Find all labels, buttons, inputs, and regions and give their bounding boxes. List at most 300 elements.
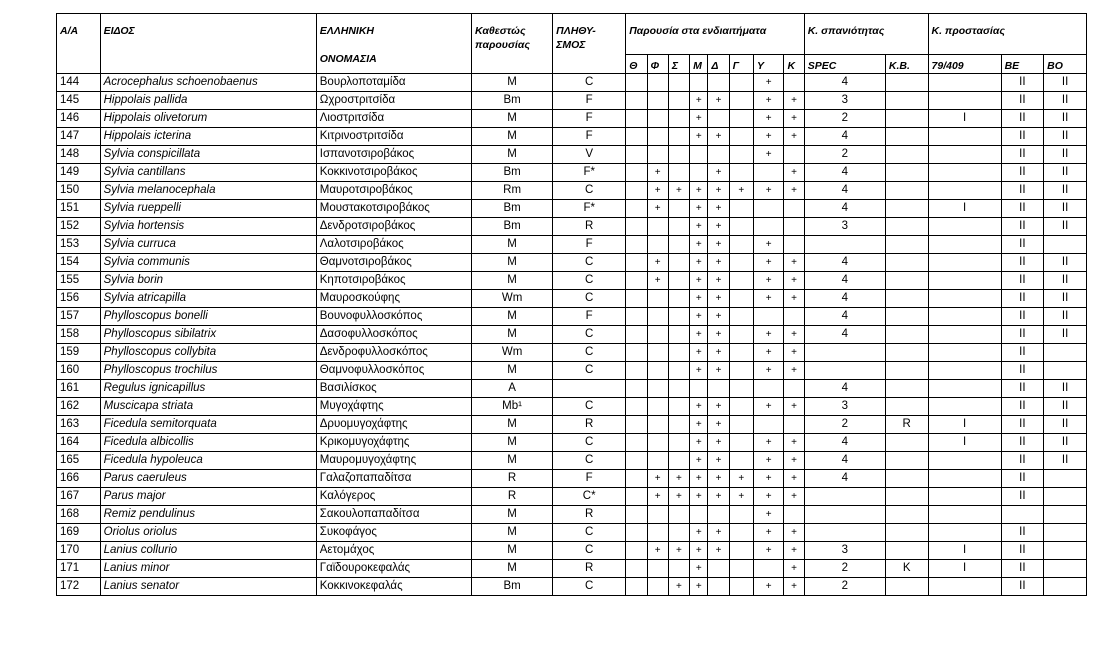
cell-bo: II <box>1044 380 1087 398</box>
cell-79-409 <box>928 164 1001 182</box>
table-row <box>57 92 1087 110</box>
cell-habitat <box>626 128 647 146</box>
cell-habitat <box>668 560 689 578</box>
cell-habitat: + <box>754 128 784 146</box>
cell-habitat <box>626 182 647 200</box>
cell-habitat <box>729 146 753 164</box>
cell-habitat: + <box>690 542 708 560</box>
cell-species: Hippolais icterina <box>100 128 316 146</box>
cell-habitat <box>647 236 668 254</box>
cell-habitat: + <box>784 92 804 110</box>
cell-kb <box>885 362 928 380</box>
cell-habitat <box>668 290 689 308</box>
cell-habitat: + <box>784 434 804 452</box>
cell-habitat <box>647 326 668 344</box>
cell-habitat <box>626 92 647 110</box>
cell-be: II <box>1001 128 1044 146</box>
cell-habitat: + <box>647 182 668 200</box>
cell-spec: 3 <box>804 542 885 560</box>
cell-species: Lanius collurio <box>100 542 316 560</box>
cell-aa: 148 <box>57 146 101 164</box>
cell-habitat <box>729 326 753 344</box>
cell-greek-name: Βασιλίσκος <box>316 380 471 398</box>
cell-species: Sylvia cantillans <box>100 164 316 182</box>
cell-habitat: + <box>754 470 784 488</box>
header-row <box>57 14 1087 55</box>
cell-population: C <box>553 344 626 362</box>
cell-kb <box>885 380 928 398</box>
cell-spec <box>804 524 885 542</box>
cell-species: Oriolus oriolus <box>100 524 316 542</box>
cell-species: Hippolais olivetorum <box>100 110 316 128</box>
cell-habitat: + <box>690 362 708 380</box>
cell-spec: 4 <box>804 74 885 92</box>
cell-habitat <box>668 452 689 470</box>
cell-be: II <box>1001 146 1044 164</box>
cell-habitat <box>784 380 804 398</box>
cell-spec: 2 <box>804 146 885 164</box>
cell-species: Ficedula semitorquata <box>100 416 316 434</box>
cell-79-409: I <box>928 416 1001 434</box>
cell-habitat: + <box>754 182 784 200</box>
cell-habitat <box>729 254 753 272</box>
cell-79-409 <box>928 362 1001 380</box>
cell-aa: 155 <box>57 272 101 290</box>
cell-status: M <box>472 128 553 146</box>
cell-habitat <box>668 506 689 524</box>
cell-habitat: + <box>690 110 708 128</box>
cell-habitat: + <box>784 524 804 542</box>
cell-spec: 4 <box>804 380 885 398</box>
cell-kb <box>885 578 928 596</box>
cell-bo: II <box>1044 272 1087 290</box>
cell-aa: 170 <box>57 542 101 560</box>
cell-status: M <box>472 146 553 164</box>
cell-aa: 169 <box>57 524 101 542</box>
cell-habitat: + <box>690 308 708 326</box>
cell-bo: II <box>1044 164 1087 182</box>
cell-population: C* <box>553 488 626 506</box>
cell-habitat: + <box>708 434 729 452</box>
cell-79-409 <box>928 128 1001 146</box>
cell-be: II <box>1001 326 1044 344</box>
cell-bo: II <box>1044 218 1087 236</box>
cell-habitat: + <box>708 416 729 434</box>
cell-population: R <box>553 218 626 236</box>
cell-habitat: + <box>708 236 729 254</box>
cell-population: R <box>553 506 626 524</box>
cell-habitat <box>784 308 804 326</box>
cell-species: Sylvia melanocephala <box>100 182 316 200</box>
cell-be: II <box>1001 182 1044 200</box>
cell-habitat <box>784 416 804 434</box>
cell-habitat <box>784 200 804 218</box>
cell-species: Sylvia curruca <box>100 236 316 254</box>
cell-greek-name: Κηποτσιροβάκος <box>316 272 471 290</box>
cell-habitat: + <box>729 182 753 200</box>
cell-spec: 4 <box>804 164 885 182</box>
cell-habitat <box>784 74 804 92</box>
cell-habitat <box>626 416 647 434</box>
cell-bo: II <box>1044 110 1087 128</box>
cell-habitat <box>708 506 729 524</box>
cell-bo: II <box>1044 146 1087 164</box>
cell-habitat: + <box>708 200 729 218</box>
cell-spec: 3 <box>804 218 885 236</box>
cell-greek-name: Κοκκινοκεφαλάς <box>316 578 471 596</box>
cell-status: M <box>472 272 553 290</box>
cell-79-409: I <box>928 434 1001 452</box>
cell-habitat <box>626 110 647 128</box>
cell-79-409 <box>928 182 1001 200</box>
cell-habitat <box>729 416 753 434</box>
cell-habitat <box>647 578 668 596</box>
cell-habitat: + <box>754 272 784 290</box>
cell-habitat <box>729 506 753 524</box>
header-bo: ΒΟ <box>1044 55 1087 74</box>
cell-greek-name: Θαμνοτσιροβάκος <box>316 254 471 272</box>
cell-79-409 <box>928 488 1001 506</box>
cell-be: II <box>1001 578 1044 596</box>
cell-habitat: + <box>754 110 784 128</box>
cell-habitat: + <box>668 542 689 560</box>
cell-species: Ficedula hypoleuca <box>100 452 316 470</box>
cell-79-409 <box>928 272 1001 290</box>
cell-status: Bm <box>472 218 553 236</box>
cell-habitat: + <box>729 488 753 506</box>
cell-habitat <box>647 128 668 146</box>
cell-spec: 4 <box>804 200 885 218</box>
header-habitat-gamma: Γ <box>729 55 753 74</box>
cell-aa: 156 <box>57 290 101 308</box>
cell-habitat <box>708 578 729 596</box>
table-row <box>57 560 1087 578</box>
cell-habitat: + <box>668 578 689 596</box>
cell-habitat <box>784 218 804 236</box>
cell-population: F <box>553 470 626 488</box>
cell-habitat: + <box>754 74 784 92</box>
cell-greek-name: Βουρλοποταμίδα <box>316 74 471 92</box>
cell-habitat <box>668 308 689 326</box>
cell-habitat: + <box>668 488 689 506</box>
cell-spec: 4 <box>804 308 885 326</box>
cell-habitat: + <box>784 272 804 290</box>
cell-spec: 4 <box>804 272 885 290</box>
cell-spec: 2 <box>804 578 885 596</box>
table-row <box>57 542 1087 560</box>
cell-habitat <box>647 452 668 470</box>
cell-habitat <box>690 74 708 92</box>
cell-species: Parus caeruleus <box>100 470 316 488</box>
cell-status: M <box>472 74 553 92</box>
cell-habitat: + <box>754 254 784 272</box>
cell-habitat <box>668 326 689 344</box>
cell-bo: II <box>1044 398 1087 416</box>
cell-habitat <box>668 146 689 164</box>
cell-greek-name: Λιοστριτσίδα <box>316 110 471 128</box>
cell-status: M <box>472 434 553 452</box>
cell-status: Mb¹ <box>472 398 553 416</box>
cell-spec: 4 <box>804 470 885 488</box>
cell-kb <box>885 110 928 128</box>
cell-habitat: + <box>647 488 668 506</box>
cell-habitat: + <box>784 578 804 596</box>
cell-79-409 <box>928 290 1001 308</box>
cell-habitat <box>647 524 668 542</box>
cell-habitat <box>668 344 689 362</box>
cell-habitat: + <box>668 470 689 488</box>
cell-habitat <box>647 92 668 110</box>
cell-aa: 166 <box>57 470 101 488</box>
table-row <box>57 290 1087 308</box>
cell-greek-name: Γαλαζοπαπαδίτσα <box>316 470 471 488</box>
cell-species: Remiz pendulinus <box>100 506 316 524</box>
cell-be: II <box>1001 92 1044 110</box>
cell-habitat <box>668 74 689 92</box>
cell-79-409 <box>928 344 1001 362</box>
cell-bo: II <box>1044 416 1087 434</box>
cell-habitat: + <box>708 308 729 326</box>
cell-status: R <box>472 488 553 506</box>
cell-greek-name: Μαυρομυγοχάφτης <box>316 452 471 470</box>
table-row <box>57 110 1087 128</box>
cell-habitat <box>708 110 729 128</box>
cell-aa: 171 <box>57 560 101 578</box>
cell-be: II <box>1001 218 1044 236</box>
cell-habitat <box>708 380 729 398</box>
cell-population: F <box>553 128 626 146</box>
cell-spec <box>804 488 885 506</box>
cell-habitat <box>647 434 668 452</box>
cell-species: Regulus ignicapillus <box>100 380 316 398</box>
cell-habitat: + <box>690 560 708 578</box>
cell-be: II <box>1001 398 1044 416</box>
cell-kb <box>885 182 928 200</box>
cell-habitat <box>754 416 784 434</box>
cell-kb <box>885 308 928 326</box>
cell-habitat: + <box>690 326 708 344</box>
cell-habitat: + <box>784 128 804 146</box>
cell-kb <box>885 434 928 452</box>
table-row <box>57 218 1087 236</box>
cell-79-409 <box>928 398 1001 416</box>
cell-status: M <box>472 416 553 434</box>
cell-aa: 168 <box>57 506 101 524</box>
cell-habitat <box>647 74 668 92</box>
header-habitat-sigma: Σ <box>668 55 689 74</box>
cell-habitat: + <box>784 110 804 128</box>
cell-status: M <box>472 362 553 380</box>
cell-habitat <box>729 434 753 452</box>
cell-habitat <box>729 272 753 290</box>
cell-kb <box>885 272 928 290</box>
cell-status: Bm <box>472 92 553 110</box>
cell-habitat <box>729 578 753 596</box>
header-aa: Α/Α <box>57 14 101 74</box>
cell-habitat <box>754 200 784 218</box>
cell-spec: 4 <box>804 452 885 470</box>
cell-habitat <box>754 164 784 182</box>
cell-species: Ficedula albicollis <box>100 434 316 452</box>
header-habitat-theta: Θ <box>626 55 647 74</box>
cell-habitat: + <box>690 272 708 290</box>
cell-habitat <box>729 92 753 110</box>
cell-population: F* <box>553 164 626 182</box>
cell-aa: 144 <box>57 74 101 92</box>
cell-be: II <box>1001 434 1044 452</box>
cell-habitat: + <box>708 254 729 272</box>
cell-spec: 2 <box>804 560 885 578</box>
header-greek-name: ΕΛΛΗΝΙΚΗ ΟΝΟΜΑΣΙΑ <box>316 14 471 74</box>
cell-habitat <box>668 416 689 434</box>
cell-habitat <box>647 290 668 308</box>
cell-greek-name: Μουστακοτσιροβάκος <box>316 200 471 218</box>
cell-habitat <box>626 560 647 578</box>
cell-species: Sylvia conspicillata <box>100 146 316 164</box>
cell-population: C <box>553 452 626 470</box>
cell-habitat <box>729 164 753 182</box>
cell-79-409: I <box>928 542 1001 560</box>
cell-habitat <box>626 506 647 524</box>
cell-species: Phylloscopus sibilatrix <box>100 326 316 344</box>
cell-habitat: + <box>708 470 729 488</box>
cell-habitat <box>668 128 689 146</box>
cell-habitat <box>729 398 753 416</box>
cell-kb <box>885 74 928 92</box>
cell-be: II <box>1001 344 1044 362</box>
cell-habitat <box>784 506 804 524</box>
cell-habitat: + <box>754 326 784 344</box>
cell-bo: II <box>1044 254 1087 272</box>
cell-population: R <box>553 560 626 578</box>
cell-greek-name: Μυγοχάφτης <box>316 398 471 416</box>
cell-79-409: I <box>928 110 1001 128</box>
cell-habitat <box>626 74 647 92</box>
cell-habitat: + <box>668 182 689 200</box>
cell-species: Lanius minor <box>100 560 316 578</box>
cell-habitat <box>754 560 784 578</box>
cell-habitat <box>729 344 753 362</box>
cell-habitat <box>668 524 689 542</box>
table-row <box>57 524 1087 542</box>
cell-aa: 165 <box>57 452 101 470</box>
cell-aa: 147 <box>57 128 101 146</box>
cell-be: II <box>1001 362 1044 380</box>
cell-habitat: + <box>647 542 668 560</box>
cell-habitat: + <box>708 182 729 200</box>
cell-bo <box>1044 344 1087 362</box>
cell-be: II <box>1001 200 1044 218</box>
table-row <box>57 200 1087 218</box>
cell-bo: II <box>1044 182 1087 200</box>
cell-habitat: + <box>690 344 708 362</box>
cell-aa: 167 <box>57 488 101 506</box>
cell-spec <box>804 344 885 362</box>
cell-kb <box>885 452 928 470</box>
table-row <box>57 164 1087 182</box>
cell-greek-name: Κοκκινοτσιροβάκος <box>316 164 471 182</box>
cell-greek-name: Θαμνοφυλλοσκόπος <box>316 362 471 380</box>
cell-habitat <box>729 290 753 308</box>
cell-bo: II <box>1044 434 1087 452</box>
cell-status: M <box>472 308 553 326</box>
cell-be: II <box>1001 308 1044 326</box>
cell-habitat: + <box>708 272 729 290</box>
cell-habitat: + <box>754 452 784 470</box>
cell-habitat <box>626 398 647 416</box>
cell-habitat: + <box>647 272 668 290</box>
cell-kb <box>885 92 928 110</box>
cell-population: F <box>553 308 626 326</box>
cell-habitat <box>626 272 647 290</box>
header-rarity: Κ. σπανιότητας <box>804 14 928 55</box>
cell-habitat: + <box>690 92 708 110</box>
cell-greek-name: Λαλοτσιροβάκος <box>316 236 471 254</box>
cell-habitat <box>668 362 689 380</box>
header-habitat-delta: Δ <box>708 55 729 74</box>
cell-habitat <box>647 398 668 416</box>
cell-habitat: + <box>690 488 708 506</box>
cell-spec: 3 <box>804 92 885 110</box>
cell-population: C <box>553 434 626 452</box>
table-row <box>57 326 1087 344</box>
cell-79-409 <box>928 506 1001 524</box>
cell-kb <box>885 542 928 560</box>
cell-population: C <box>553 542 626 560</box>
cell-habitat <box>647 506 668 524</box>
cell-habitat: + <box>708 164 729 182</box>
cell-79-409 <box>928 74 1001 92</box>
cell-greek-name: Σακουλοπαπαδίτσα <box>316 506 471 524</box>
cell-spec: 4 <box>804 182 885 200</box>
cell-status: Wm <box>472 290 553 308</box>
cell-habitat <box>668 218 689 236</box>
cell-greek-name: Δασοφυλλοσκόπος <box>316 326 471 344</box>
cell-bo: II <box>1044 200 1087 218</box>
cell-habitat: + <box>784 452 804 470</box>
cell-population: C <box>553 272 626 290</box>
cell-habitat: + <box>784 470 804 488</box>
cell-aa: 145 <box>57 92 101 110</box>
cell-aa: 164 <box>57 434 101 452</box>
cell-habitat <box>647 110 668 128</box>
cell-habitat <box>668 434 689 452</box>
cell-79-409 <box>928 236 1001 254</box>
cell-be: II <box>1001 452 1044 470</box>
cell-habitat: + <box>784 398 804 416</box>
cell-habitat: + <box>708 218 729 236</box>
cell-habitat <box>647 344 668 362</box>
cell-habitat <box>668 164 689 182</box>
cell-habitat <box>784 146 804 164</box>
cell-habitat <box>754 218 784 236</box>
cell-spec: 2 <box>804 110 885 128</box>
cell-habitat: + <box>690 200 708 218</box>
cell-be: II <box>1001 236 1044 254</box>
cell-spec: 4 <box>804 254 885 272</box>
cell-79-409 <box>928 254 1001 272</box>
cell-species: Sylvia communis <box>100 254 316 272</box>
cell-79-409 <box>928 524 1001 542</box>
cell-population: F <box>553 236 626 254</box>
cell-habitat: + <box>690 182 708 200</box>
cell-habitat: + <box>708 290 729 308</box>
cell-aa: 163 <box>57 416 101 434</box>
cell-habitat <box>626 362 647 380</box>
cell-bo <box>1044 524 1087 542</box>
cell-habitat <box>668 92 689 110</box>
cell-habitat <box>668 272 689 290</box>
